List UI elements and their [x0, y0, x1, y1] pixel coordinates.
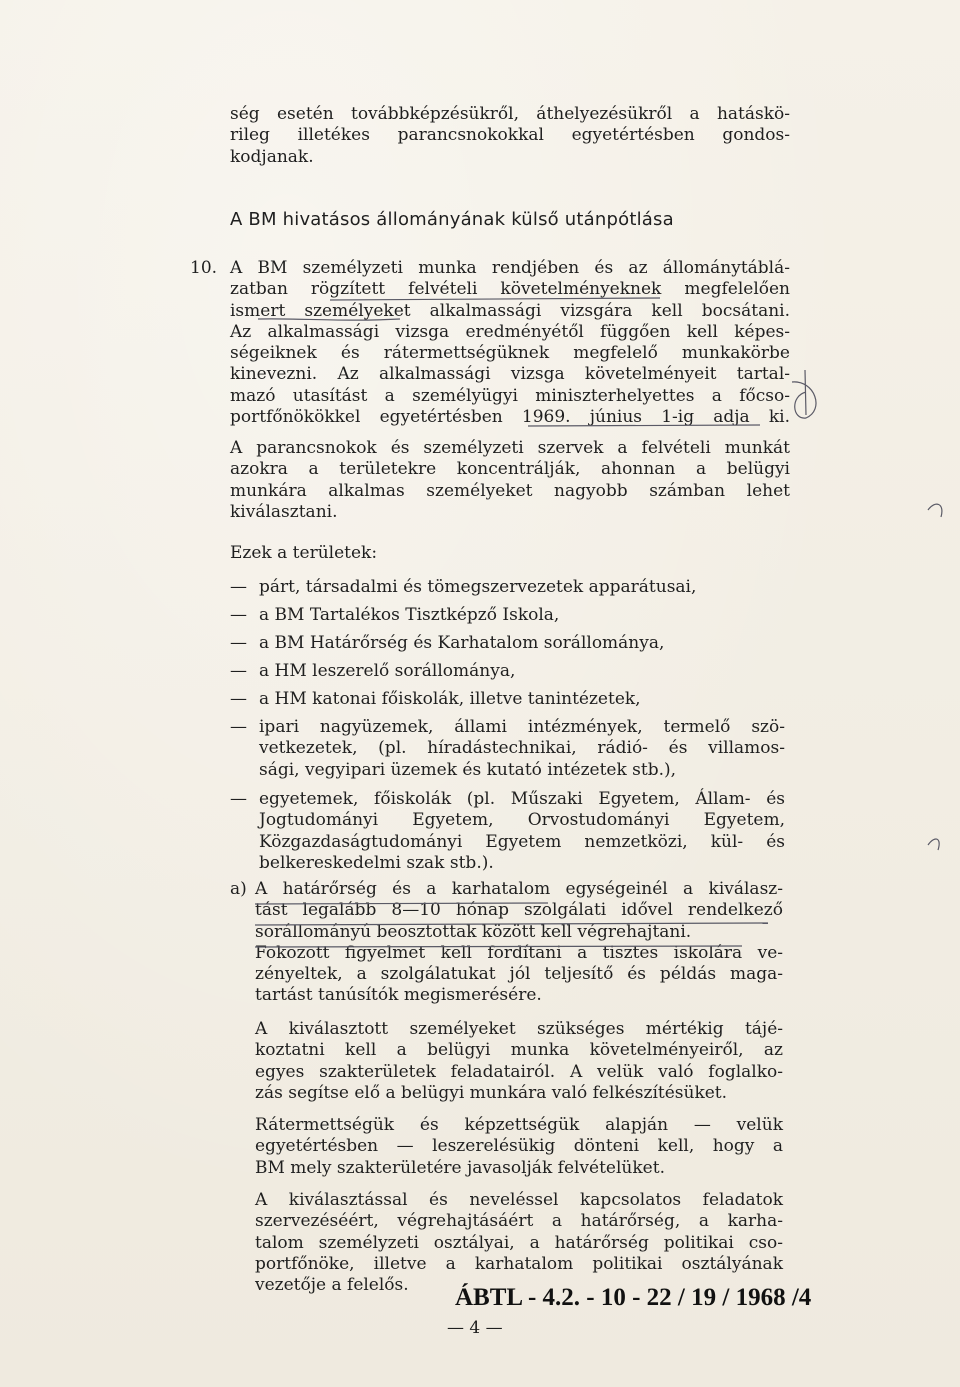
item-a-paragraph-4	[255, 1190, 783, 1296]
text-line: vetkezetek, (pl. híradástechnikai, rádió- és villamos-	[259, 738, 785, 759]
text-line: ipari nagyüzemek, állami intézmények, termelő szö-	[259, 717, 785, 737]
dash-bullet: —	[230, 605, 247, 625]
dash-bullet: —	[230, 661, 247, 681]
text-line: belkereskedelmi szak stb.).	[259, 852, 494, 873]
text-line: kodjanak.	[230, 146, 314, 167]
text-line: BM mely szakterületére javasolják felvételüket.	[255, 1157, 665, 1178]
text-line: egyetemek, főiskolák (pl. Műszaki Egyetem, Állam- és	[259, 789, 785, 809]
text-line: szervezéséért, végrehajtásáért a határőrség, a karha-	[255, 1211, 783, 1232]
text-line: a BM Határőrség és Karhatalom sorállománya,	[259, 633, 665, 653]
dash-bullet: —	[230, 717, 247, 737]
text-line: a BM Tartalékos Tisztképző Iskola,	[259, 605, 560, 625]
text-line: kinevezni. Az alkalmassági vizsga követelményeit tartal-	[230, 364, 790, 385]
item-a-paragraph-3	[255, 1115, 783, 1179]
section-number: 10.	[190, 258, 218, 278]
text-line: portfőnöke, illetve a karhatalom politikai osztályának	[255, 1253, 783, 1274]
text-line: koztatni kell a belügyi munka követelményeiről, az	[255, 1040, 783, 1061]
text-line: A határőrség és a karhatalom egységeinél a kiválasz-	[255, 879, 783, 899]
text-line: Közgazdaságtudományi Egyetem nemzetközi, kül- és	[259, 831, 785, 852]
text-line: portfőnökökkel egyetértésben 1969. június 1-ig adja ki.	[230, 407, 790, 428]
text-line: párt, társadalmi és tömegszervezetek apparátusai,	[259, 577, 697, 597]
intro-paragraph	[230, 104, 790, 168]
text-line: Rátermettségük és képzettségük alapján — velük	[255, 1115, 783, 1135]
text-line: zás segítse elő a belügyi munkára való felkészítésüket.	[255, 1082, 728, 1103]
text-line: kiválasztani.	[230, 501, 338, 522]
text-line: ségeiknek és rátermettségüknek megfelelő munkakörbe	[230, 343, 790, 364]
text-line: Ezek a területek:	[230, 543, 378, 563]
item-a-label: a)	[230, 879, 247, 899]
text-line: Fokozott figyelmet kell fordítani a tisztes iskolára ve-	[255, 942, 783, 963]
item-a-paragraph-2	[255, 1019, 783, 1104]
text-line: munkára alkalmas személyeket nagyobb számban lehet	[230, 480, 790, 501]
text-line: Az alkalmassági vizsga eredményétől függően kell képes-	[230, 321, 790, 342]
page-number: — 4 —	[447, 1318, 503, 1338]
text-line: vezetője a felelős.	[255, 1275, 409, 1296]
text-line: Jogtudományi Egyetem, Orvostudományi Egyetem,	[259, 810, 785, 831]
pen-hook-mark	[928, 839, 939, 850]
areas-intro	[230, 543, 790, 564]
text-line: sorállományú beosztottak között kell végrehajtani.	[255, 921, 692, 942]
dash-bullet: —	[230, 633, 247, 653]
text-line: tartást tanúsítók megismerésére.	[255, 985, 542, 1006]
text-line: A kiválasztott személyeket szükséges mértékig tájé-	[255, 1019, 783, 1039]
text-line: ismert személyeket alkalmassági vizsgára kell bocsátani.	[230, 300, 790, 321]
pen-hook-mark	[928, 504, 942, 517]
text-line: a HM leszerelő sorállománya,	[259, 661, 516, 681]
text-line: mazó utasítást a személyügyi miniszterhelyettes a főcso-	[230, 385, 790, 406]
text-line: A kiválasztással és neveléssel kapcsolatos feladatok	[255, 1190, 783, 1210]
text-line: egyetértésben — leszerelésükig dönteni kell, hogy a	[255, 1136, 783, 1157]
dash-bullet: —	[230, 689, 247, 709]
text-line: A BM személyzeti munka rendjében és az állománytáblá-	[230, 258, 790, 278]
text-line: tást legalább 8—10 hónap szolgálati idővel rendelkező	[255, 900, 783, 921]
dash-bullet: —	[230, 789, 247, 809]
text-line: azokra a területekre koncentrálják, ahonnan a belügyi	[230, 459, 790, 480]
text-line: sági, vegyipari üzemek és kutató intézetek stb.),	[259, 759, 677, 780]
margin-bracket-mark	[792, 370, 816, 418]
text-line: zényeltek, a szolgálatukat jól teljesítő és példás maga-	[255, 964, 783, 985]
text-line: A parancsnokok és személyzeti szervek a felvételi munkát	[230, 438, 790, 458]
text-line: talom személyzeti osztályai, a határőrség politikai cso-	[255, 1232, 783, 1253]
text-line: egyes szakterületek feladatairól. A velük való foglalko-	[255, 1061, 783, 1082]
section-heading: A BM hivatásos állományának külső utánpótlása	[230, 209, 674, 230]
text-line: ség esetén továbbképzésükről, áthelyezésükről a hatáskö-	[230, 104, 790, 124]
item-a-paragraph	[255, 879, 783, 1007]
archive-reference-stamp: ÁBTL - 4.2. - 10 - 22 / 19 / 1968 /4	[455, 1284, 812, 1311]
section-10-paragraph	[230, 258, 790, 428]
parancsnokok-paragraph	[230, 438, 790, 523]
text-line: rileg illetékes parancsnokokkal egyetértésben gondos-	[230, 125, 790, 146]
dash-bullet: —	[230, 577, 247, 597]
text-line: a HM katonai főiskolák, illetve tanintézetek,	[259, 689, 641, 709]
text-line: zatban rögzített felvételi követelményeknek megfelelően	[230, 279, 790, 300]
